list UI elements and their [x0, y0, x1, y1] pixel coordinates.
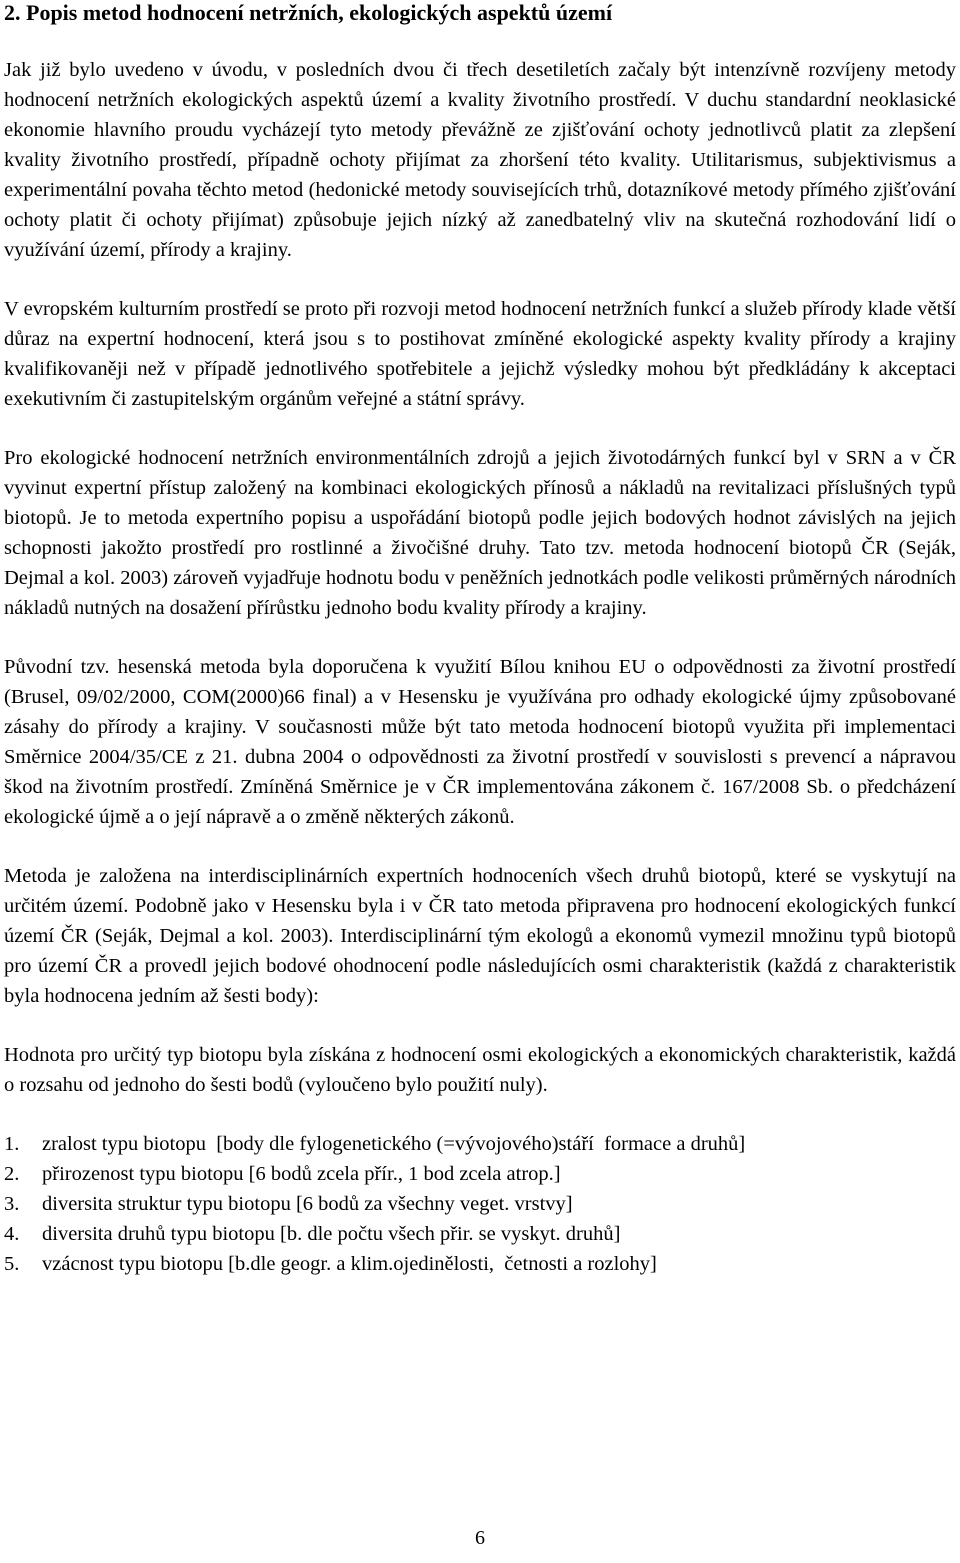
paragraph-european-context: V evropském kulturním prostředí se proto při rozvoji metod hodnocení netržních funkcí a služeb přírody klade větší důraz na expertní hodnocení, která jsou s to postihovat zmíněné ekologické aspekty kvality přírody a krajiny kvalifikovaněji než v případě jednotlivého spotřebitele a jejichž výsledky mohou být předkládány k akceptaci exekutivním či zastupitelským orgánům veřejné a státní správy.	[4, 298, 956, 410]
list-item-text: přirozenost typu biotopu [6 bodů zcela přír., 1 bod zcela atrop.]	[42, 1163, 561, 1185]
list-item	[4, 1189, 956, 1219]
list-item-number: 5.	[4, 1253, 20, 1275]
list-item-number: 3.	[4, 1193, 20, 1215]
page-number: 6	[475, 1527, 485, 1549]
section-heading: 2. Popis metod hodnocení netržních, ekologických aspektů území	[4, 0, 613, 25]
list-item-text: zralost typu biotopu [body dle fylogenetického (=vývojového)stáří formace a druhů]	[42, 1133, 746, 1155]
list-item-text: diversita struktur typu biotopu [6 bodů za všechny veget. vrstvy]	[42, 1193, 573, 1215]
list-item-text: diversita druhů typu biotopu [b. dle počtu všech přir. se vyskyt. druhů]	[42, 1223, 621, 1245]
paragraph-intro: Jak již bylo uvedeno v úvodu, v posledních dvou či třech desetiletích začaly být intenzívně rozvíjeny metody hodnocení netržních ekologických aspektů území a kvality životního prostředí. V duchu standardní neoklasické ekonomie hlavního proudu vycházejí tyto metody převážně ze zjišťování ochoty jednotlivců platit za zlepšení kvality životního prostředí, případně ochoty přijímat za zhoršení této kvality. Utilitarismus, subjektivismus a experimentální povaha těchto metod (hedonické metody souvisejících trhů, dotazníkové metody přímého zjišťování ochoty platit či ochoty přijímat) způsobuje jejich nízký až zanedbatelný vliv na skutečná rozhodování lidí o využívání území, přírody a krajiny.	[4, 59, 956, 261]
list-item	[4, 1219, 956, 1249]
paragraph-biotope-value: Hodnota pro určitý typ biotopu byla získána z hodnocení osmi ekologických a ekonomických charakteristik, každá o rozsahu od jednoho do šesti bodů (vyloučeno bylo použití nuly).	[4, 1044, 956, 1096]
paragraph-method-basis: Metoda je založena na interdisciplinárních expertních hodnoceních všech druhů biotopů, které se vyskytují na určitém území. Podobně jako v Hesensku byla i v ČR tato metoda připravena pro hodnocení ekologických funkcí území ČR (Seják, Dejmal a kol. 2003). Interdisciplinární tým ekologů a ekonomů vymezil množinu typů biotopů pro území ČR a provedl jejich bodové ohodnocení podle následujících osmi charakteristik (každá z charakteristik byla hodnocena jedním až šesti body):	[4, 865, 956, 1007]
list-item-number: 2.	[4, 1163, 20, 1185]
document-page	[4, 0, 956, 1279]
list-item	[4, 1129, 956, 1159]
characteristics-list	[4, 1129, 956, 1279]
list-item	[4, 1249, 956, 1279]
paragraph-ecological-assessment: Pro ekologické hodnocení netržních environmentálních zdrojů a jejich životodárných funkcí byl v SRN a v ČR vyvinut expertní přístup založený na kombinaci ekologických přínosů a nákladů na revitalizaci příslušných typů biotopů. Je to metoda expertního popisu a uspořádání biotopů podle jejich bodových hodnot závislých na jejich schopnosti jakožto prostředí pro rostlinné a živočišné druhy. Tato tzv. metoda hodnocení biotopů ČR (Seják, Dejmal a kol. 2003) zároveň vyjadřuje hodnotu bodu v peněžních jednotkách podle velikosti průměrných národních nákladů nutných na dosažení přírůstku jednoho bodu kvality přírody a krajiny.	[4, 447, 956, 619]
paragraph-hessian-method: Původní tzv. hesenská metoda byla doporučena k využití Bílou knihou EU o odpovědnosti za životní prostředí (Brusel, 09/02/2000, COM(2000)66 final) a v Hesensku je využívána pro odhady ekologické újmy způsobované zásahy do přírody a krajiny. V současnosti může být tato metoda hodnocení biotopů využita při implementaci Směrnice 2004/35/CE z 21. dubna 2004 o odpovědnosti za životní prostředí v souvislosti s prevencí a nápravou škod na životním prostředí. Zmíněná Směrnice je v ČR implementována zákonem č. 167/2008 Sb. o předcházení ekologické újmě a o její nápravě a o změně některých zákonů.	[4, 656, 956, 828]
list-item-text: vzácnost typu biotopu [b.dle geogr. a klim.ojedinělosti, četnosti a rozlohy]	[42, 1253, 657, 1275]
list-item-number: 1.	[4, 1133, 20, 1155]
list-item-number: 4.	[4, 1223, 20, 1245]
list-item	[4, 1159, 956, 1189]
